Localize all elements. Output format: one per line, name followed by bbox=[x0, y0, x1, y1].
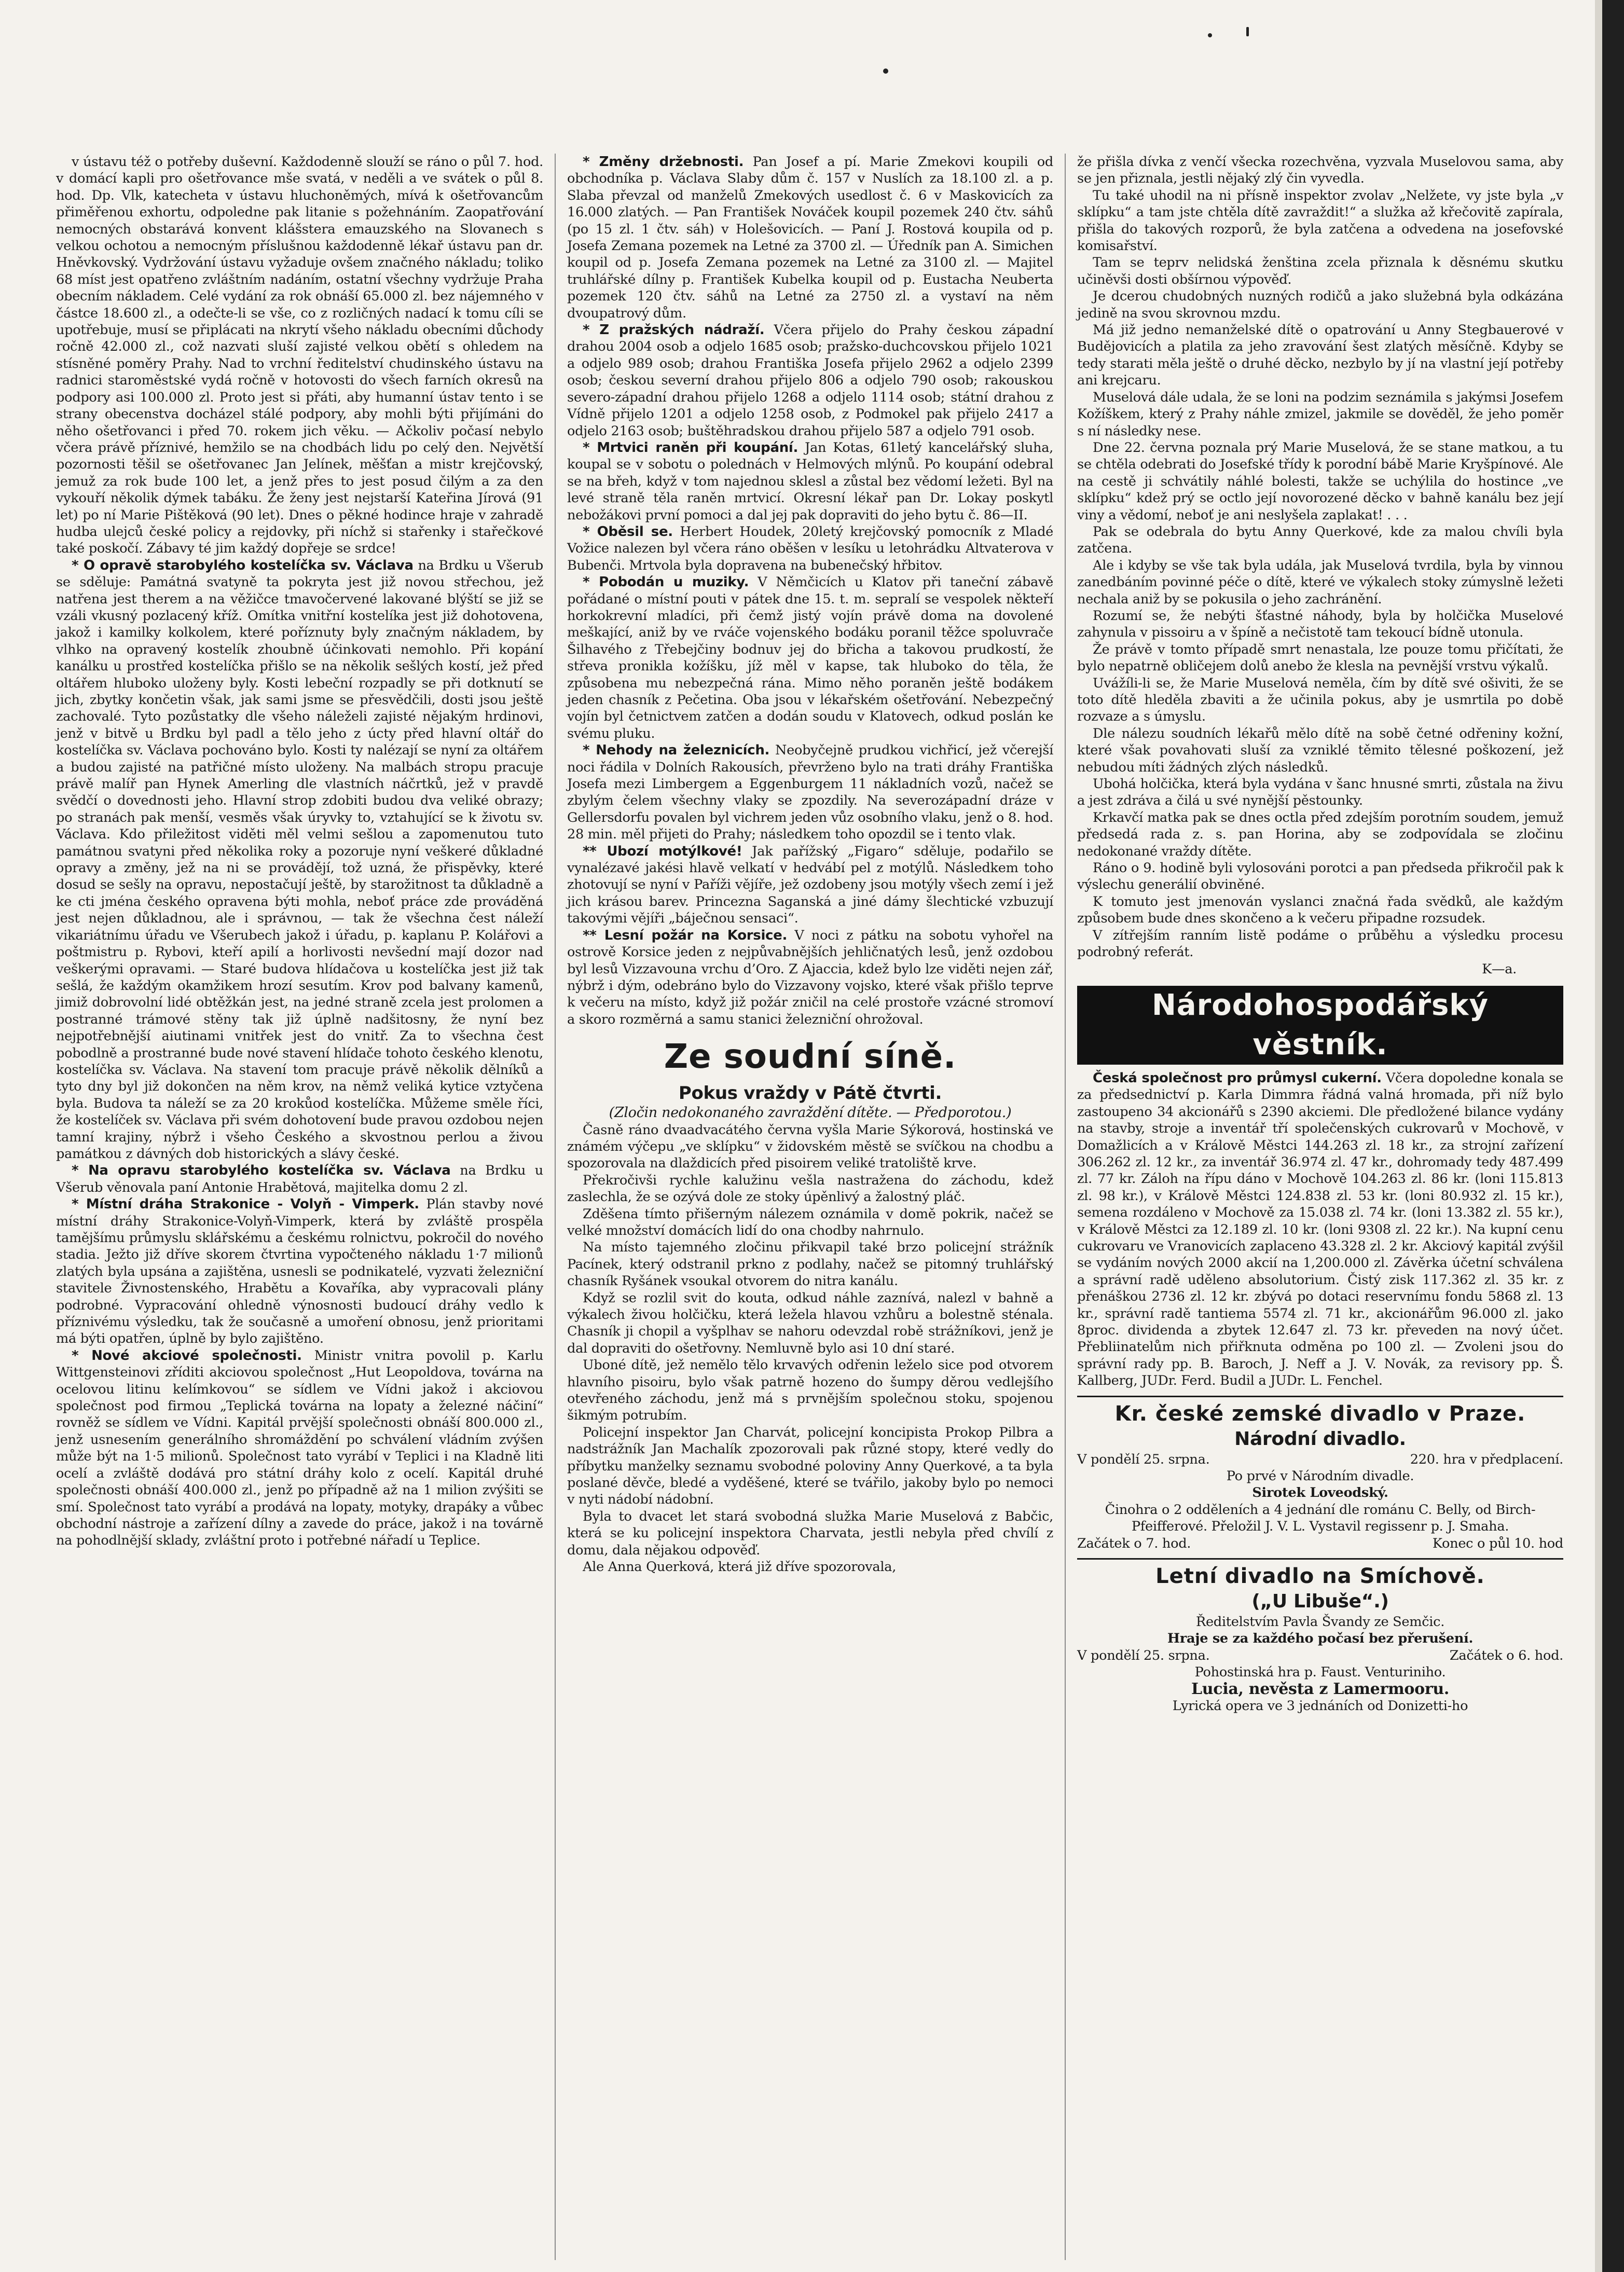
article-text: Krkavčí matka pak se dnes octla před zdejším porotním soudem, jemuž předsedá rada z. s. pan Horina, aby se zodpovídala se zločinu nedokonané vraždy dítěte. bbox=[1077, 809, 1563, 859]
column-left bbox=[45, 154, 555, 2260]
article-heading: ** Ubozí motýlkové! bbox=[583, 843, 742, 859]
section-title-wrap bbox=[1077, 977, 1563, 1070]
article-text: Má již jedno nemanželské dítě o opatrování u Anny Stegbauerové v Budějovicích a platila za jeho zravování šest zlatých měsíčně. Kdyby se tedy starati měla ještě o druhé děcko, nezbylo by jí na vlastní její potřeby ani krejcaru. bbox=[1077, 322, 1563, 389]
article-text: na Brdku u Všerub se sděluje: Památná svatyně ta pokryta jest již novou střechou, jež natřena jest therem a na věžičce tmavočervené lakované blýští se již se vzáli vkusný pozlacený kříž. Omítka vnitřní kostelíka jest již dohotovena, jakož i kamilky kolkolem, které poříznuty byly značným nákladem, by vlhko na opravený kostelík zhoubně účinkovati nemohlo. Při kopání kanálku u prostřed kostelíčka přišlo se na několik sešlých kostí, jež před oltářem hluboko uloženy byly. Kosti lebeční rozpadly se při dotknutí se jich, zbytky končetin však, jak sami jsme se přesvědčili, dosti jsou ještě zachovalé. Tyto pozůstatky dle všeho náleželi zajisté nějakým hrdinovi, jenž v bitvě u Brdku byl padl a tělo jeho z úcty před hlavní oltář do kostelíčka sv. Václava pochováno bylo. Kosti ty nalézají se nyní za oltářem a budou zajisté na patřičné místo uloženy. Na malbách stropu pracuje právě malíř pan Hynek Amerling dle vlastních náčrtků, jež v pravdě svědčí o dovednosti jeho. Hlavní strop zdobiti budou dva veliké obrazy; po stranách pak menší, vesměs však úryvky to, vztahující se k životu sv. Václava. Kdo přiležitost viděti měl velmi sešlou a zapomenutou tuto památnou svatyni před několika roky a pozoruje nyní veškeré důkladné opravy a změny, jež na ni se provádějí, tož uzná, že přispěvky, které dosud se sešly na opravu, nepostačují ještě, by starožitnost ta důkladně a ke cti jména českého opravena býti mohla, neboť práce zde prováděná jest nejen důkladnou, ale i správnou, — tak že všechna čest náleží vikariátnímu úřadu ve Všerubech jakož i úřadu, p. kaplanu P. Kolářovi a poštmistru p. Rybovi, kteří apilí a horlivosti nevšední mají dozor nad veškerými opravami. — Staré budova hlídačova u kostelíčka jest již tak sešlá, že každým okamžikem hrozí sesutím. Krov pod balvany kamenů, jimiž dobrovolní lidé obtěžkán jest, na jedné straně zcela jest prolomen a postranné trámové stěny tak již úplně nadšitosny, že nyní bez nejpotřebnější aiutinami vnitřek jest do vnitř. Za to všechna čest pobodlně a prostranné bude nové stavení hlídače tohoto českého klenotu, kostelíčka sv. Václava. Na stavení tom pracuje právě několik dělníků a tyto dny byl již dokončen na něm krov, na němž veliká kytice vztyčena byla. Budova ta náleží se za 20 krokůod kostelíčka. Můžeme směle říci, že kostelíček sv. Václava při svém dohotovení bude pravou ozdobou nejen tamní krajiny, nýbrž i všeho Českého a skvostnou perlou a živou památkou z dávných dob historických a slávy české. bbox=[56, 557, 543, 1162]
article-paragraph bbox=[1077, 608, 1563, 641]
theatre-info-row bbox=[1077, 1451, 1563, 1468]
article-text: že přišla dívka z venčí všecka rozechvěna, vyzvala Muselovou sama, aby se jen přiznala, jestli nějaký zlý čin vyvedla. bbox=[1077, 154, 1563, 187]
article-paragraph bbox=[56, 1162, 543, 1196]
section-title: Ze soudní síně. bbox=[664, 1038, 957, 1077]
article-heading: * Nehody na železnicích. bbox=[583, 742, 770, 759]
article-paragraph bbox=[1077, 1070, 1563, 1389]
article-columns bbox=[45, 154, 1575, 2260]
article-text: Na místo tajemného zločinu přikvapil také brzo policejní strážník Pacínek, který odstranil prkno z podlahy, načež se pitomný truhlářský chasník Ryšánek vsoukal otvorem do nitra kanálu. bbox=[567, 1240, 1053, 1289]
theatre-info: V pondělí 25. srpna. bbox=[1077, 1647, 1210, 1663]
article-text: Ale Anna Querková, která již dříve spozorovala, bbox=[583, 1559, 897, 1575]
article-heading: * Mrtvici raněn při koupání. bbox=[583, 439, 799, 456]
article-text: Zděšena tímto přišerným nálezem oznámila v domě pokrik, načež se velké množství domácích lidí do ona chodby nahrnulo. bbox=[567, 1206, 1053, 1238]
article-paragraph bbox=[1077, 809, 1563, 860]
article-text: Herbert Houdek, 20letý krejčovský pomocník z Mladé Vožice nalezen byl včera ráno oběšen v lesíku u letohrádku Altvaterova v Bubenči. Mrtvola byla dopravena na bubenečský hřbitov. bbox=[567, 524, 1053, 573]
article-paragraph bbox=[567, 742, 1053, 843]
article-paragraph bbox=[1077, 557, 1563, 608]
article-text: Jak pařížský „Figaro“ sděluje, podařilo se vynalézavé jakési hlavě velkatí v hedvábí pel z motýlů. Následkem toho zhotovují se nyní v Paříži vějíře, jež ozdobeny jsou motýly všech zemí i jež jich krásou barev. Princezna Saganská a jiné dámy šlechtické vzbuzují takovými vějíři „báječnou sensaci“. bbox=[567, 843, 1053, 927]
article-text: Plán stavby nové místní dráhy Strakonice-Volyň-Vimperk, která by zvláště prospěla tamějšímu průmyslu sklářskému a českému rolnictvu, pokročil do nového stadia. Ježto již dříve skorem čtvrtina vypočteného nákladu 1·7 milionů zlatých byla upsána a zajištěna, usnesli se podnikatelé, vyzvati železniční stavitele Živnostenského, Hrabětu a Kovaříka, aby vypracovali plány podrobné. Vypracování ohledně výnosnosti budoucí dráhy vedlo k příznivému výsledku, tak že současně a umoření obnosu, jenž prioritami má býti opatřen, úplně by bylo zajištěno. bbox=[56, 1196, 543, 1347]
article-paragraph bbox=[567, 1122, 1053, 1172]
article-paragraph bbox=[567, 1239, 1053, 1289]
theatre-info: Začátek o 6. hod. bbox=[1449, 1647, 1563, 1663]
theatre-listing bbox=[1077, 1396, 1563, 1552]
article-text: Pak se odebrala do bytu Anny Querkové, kde za malou chvíli byla zatčena. bbox=[1077, 524, 1563, 557]
article-text: K tomuto jest jmenován vyslanci značná řada svědků, ale každým způsobem bude dnes skončeno a k večeru připadne rozsudek. bbox=[1077, 893, 1563, 927]
article-text: Uvážíli-li se, že Marie Muselová neměla, čím by dítě své ošiviti, že se toto dítě hleděla zbaviti a že učinila pokus, aby je usmrtila po době rozvaze a s úmyslu. bbox=[1077, 675, 1563, 725]
theatre-info-row bbox=[1077, 1647, 1563, 1664]
article-paragraph bbox=[1077, 524, 1563, 557]
article-text: Je dcerou chudobných nuzných rodičů a jako služebná byla odkázána jedině na svou skrovnou mzdu. bbox=[1077, 288, 1563, 321]
article-paragraph bbox=[567, 524, 1053, 574]
article-text: Překročivši rychle kalužinu vešla nastražena do záchodu, kdež zaslechla, že se ozývá dole ze stoky úpěnlivý a žalostný pláč. bbox=[567, 1172, 1053, 1205]
article-text: Neobyčejně prudkou vichřicí, jež včerejší noci řádila v Dolních Rakousích, převrženo bylo na trati dráhy Františka Josefa mezi Limbergem a Eggenburgem 11 nákladních vozů, načež se zbylým čelem všechny vlaky se zpozdily. Na severozápadní dráze v Gellersdorfu povalen byl vichrem jeden vůz osobního vlaku, jenž o 8. hod. 28 min. měl přijeti do Prahy; následkem toho opozdil se i tento vlak. bbox=[567, 742, 1053, 843]
article-paragraph bbox=[567, 1172, 1053, 1206]
article-paragraph bbox=[1077, 725, 1563, 776]
article-paragraph bbox=[1077, 187, 1563, 255]
article-paragraph bbox=[567, 927, 1053, 1028]
article-paragraph bbox=[567, 1206, 1053, 1240]
article-text: Ráno o 9. hodině byli vylosováni porotci a pan předseda přikročil pak k výslechu generálií obviněné. bbox=[1077, 860, 1563, 893]
theatre-info-row bbox=[1077, 1535, 1563, 1552]
article-heading: * Z pražských nádraží. bbox=[583, 322, 765, 338]
article-text: Jan Kotas, 61letý kancelářský sluha, koupal se v sobotu o polednách v Helmových mlýnů. Po koupání odebral se na břeh, když v tom najednou sklesl a zůstal bez vědomí ležeti. Byl na levé straně těla raněn mrtvicí. Okresní lékař pan Dr. Lokay poskytl nebožákovi první pomoci a dal jej pak dopraviti do jeho bytu č. 86—II. bbox=[567, 439, 1053, 523]
article-paragraph bbox=[567, 154, 1053, 322]
article-text: Ministr vnitra povolil p. Karlu Wittgensteinovi zříditi akciovou společnost „Hut Leopoldova, továrna na ocelovou litinu kelímkovou“ se sídlem ve Vídni jakož i akciovou společnost pod firmou „Teplická továrna na lopaty a železné náčiní“ rovněž se sídlem ve Vídni. Kapitál prvější společnosti obnáší 800.000 zl., jenž usnesením generálního shromáždění po schválení vládním zvýšen může být na 1·5 milionů. Společnost tato vyrábí v Teplici i na Kladně liti ocelí a zvláště dodává pro státní dráhy kolo z ocelí. Kapitál druhé společnosti obnáší 400.000 zl., jenž po případně až na 1 milion zvýšiti se smí. Společnost tato vyrábí a prodává na lopaty, motyky, drapáky a vůbec obchodní nástroje a zařízení dílny a zavede do práce, jakož i na továrně na pohodlnější sklady, zvláštní proto i potřebné nářadí u Teplice. bbox=[56, 1347, 543, 1549]
article-text: V Němčicích u Klatov při taneční zábavě pořádané o místní pouti v pátek dne 15. t. m. sepralí se vespolek někteří horkokrevní mladíci, při čemž jistý vojín právě doma na dovolené meškající, aniž by ve rváče vojenského bodáku poranil těžce spoluvrače Šilhavého z Třebejčiny bodnuv jej do břicha a takovou prudkostí, že střeva pronikla kožíšku, jíž měl v kapse, tak hluboko do těla, že způsobena mu nebezpečná rána. Mimo něho poraněn ještě bodákem jeden chasník z Pečetina. Oba jsou v lékařském ošetřování. Nebezpečný vojín byl četnictvem zatčen a dodán soudu v Klatovech, odkud poslán ke svému pluku. bbox=[567, 574, 1054, 741]
theatre-info: V pondělí 25. srpna. bbox=[1077, 1451, 1210, 1467]
article-text: V noci z pátku na sobotu vyhořel na ostrově Korsice jeden z nejpůvabnějších jehličnatých lesů, jenž ozdobou byl lesů Vizzavouna vrchu d’Oro. Z Ajaccia, kdež bylo lze viděti nejen zář, nýbrž i dým, odebráno bylo do Vizzavony vojsko, které však přišlo teprve k večeru na místo, když již požár zničil na celé prostoře vzácné stromoví a skoro rozměrná a samu stanici železniční ohrožoval. bbox=[567, 927, 1053, 1027]
article-text: Když se rozlil svit do kouta, odkud náhle zaznívá, nalezl v bahně a výkalech živou holčičku, která ležela hlavou vzhůru a bolestně sténala. Chasník ji chopil a vyšplhav se nahoru odevzdal robě strážníkovi, jenž je dal dopraviti do ošetřovny. Nemluvně bylo asi 10 dní staré. bbox=[567, 1290, 1053, 1356]
article-text: v ústavu též o potřeby duševní. Každodenně slouží se ráno o půl 7. hod. v domácí kapli pro ošetřovance mše svatá, v neděli a ve svátek o půl 8. hod. Dp. Vlk, katecheta v ústavu hluchoněmých, mívá k ošetřovancům přiměřenou exhortu, odpoledne pak litanie s požehnáním. Zaopatřování nemocných obstarává konvent klášstera emauzského na Slovanech s velkou ochotou a nemocným příslušnou každodenně lékař ústavu pan dr. Hněvkovský. Vydržování ústavu vyžaduje ovšem značného nákladu; toliko 68 míst jest opatřeno zvláštním nadáním, ostatní všechny vydržuje Praha obecním nákladem. Celé vydání za rok obnáší 65.000 zl. bez nájemného v částce 18.600 zl., a odečte-li se vše, co z rozličných nadací k tomu cíli se upotřebuje, musí se připlácati na nkrytí všeho nákladu obecními důchody ročně 42.000 zl., což nazvati sluší zajisté velkou obětí s ohledem na stísněné poměry Prahy. Nad to vrchní ředitelství chudinského ústavu na radnici staroměstské vydá ročně v hotovosti do všech farních okresů na podpory asi 100.000 zl. Proto jest si přáti, aby humanní ústav tento i se strany obecenstva docházel stálé podpory, aby mohli býti přijímáni do něho ošetřovanci i před 70. rokem jich věku. — Ačkoliv počasí nebylo včera právě příznivé, hemžilo se na chodbách lidu po celý den. Největší pozornosti těšil se ošetřovanec Jan Jelínek, měšťan a mistr krejčovský, jemuž za rok bude 100 let, a jenž přes to jest posud čilým a za den vykouří několik dýmek tabáku. Že ženy jest nejstarší Kateřina Jírová (91 let) po ní Marie Pištěková (90 let). Dnes o pěkné hodince hraje v zahradě hudba ulejců české policy a rejdovky, při níchž si stařenky i stařečkové také poskočí. Zábavy té jim každý dopřeje se srdce! bbox=[56, 154, 543, 557]
article-text: Byla to dvacet let stará svobodná služka Marie Muselová z Babčic, která se ku policejní inspektora Charvata, jestli nebyla před chvílí z domu, dala nějakou odpověď. bbox=[567, 1508, 1053, 1558]
article-text: Dle nálezu soudních lékařů mělo dítě na sobě četné odřeniny kožní, které však povahovati sluší za vzniklé těmito tělesné poškození, jež nebudou míti žádných zlých následků. bbox=[1077, 725, 1563, 775]
article-text: Muselová dále udala, že se loni na podzim seznámila s jakýmsi Josefem Kožíškem, který z Prahy náhle zmizel, jakmile se dověděl, že jeho poměr s ní následky nese. bbox=[1077, 389, 1563, 439]
scan-speck bbox=[1246, 27, 1249, 36]
column-right bbox=[1065, 154, 1575, 2260]
article-text: Rozumí se, že nebýti šťastné náhody, byla by holčička Muselové zahynula v pissoiru a v špíně a nečistotě tam tekoucí bídně utonula. bbox=[1077, 608, 1563, 641]
article-text: Tu také uhodil na ni přísně inspektor zvolav „Nelžete, vy jste byla „v sklípku“ a tam jste chtěla dítě zavraždit!“ a služka až křečovitě zapírala, přišla do takových rozporů, že byla zatčena a odvedena na josefovské komisařství. bbox=[1077, 187, 1563, 254]
article-paragraph bbox=[567, 1508, 1053, 1559]
article-paragraph bbox=[1077, 776, 1563, 809]
article-paragraph bbox=[1077, 927, 1563, 961]
article-text: Ubohá holčička, která byla vydána v šanc hnusné smrti, zůstala na živu a jest zdráva a čilá u své nynější pěstounky. bbox=[1077, 776, 1563, 809]
article-paragraph bbox=[1077, 641, 1563, 675]
article-heading: * Nové akciové společnosti. bbox=[72, 1347, 302, 1364]
section-title: Národohospodářský věstník. bbox=[1077, 986, 1563, 1065]
article-paragraph bbox=[1077, 439, 1563, 524]
article-paragraph bbox=[56, 1196, 543, 1347]
article-paragraph bbox=[567, 1559, 1053, 1575]
article-text: Včera dopoledne konala se za předsednictví p. Karla Dimmra řádná valná hromada, při níž bylo zastoupeno 34 akcionářů s 2390 akciemi. Dle předložené bilance vydány na stavby, stroje a inventář tří společenských cukrovarů v Mochově, v Domažlicích a v Králově Městci 144.263 zl. 18 kr., za strojní zařízení 306.262 zl. 12 kr., za inventář 36.974 zl. 47 kr., dohromady tedy 487.499 zl. 77 kr. Záloh na řípu dáno v Mochově 104.263 zl. 86 kr. (loni 115.813 zl. 98 kr.), v Králově Městci 124.838 zl. 53 kr. (loni 80.932 zl. 15 kr.), semena rozdáleno v Mochově za 15.038 zl. 74 kr. (loni 13.382 zl. 55 kr.), v Králově Městci za 12.189 zl. 10 kr. (loni 9308 zl. 22 kr.). Na kupní cenu cukrovaru ve Vranovicích zaplaceno 43.328 zl. 2 kr. Akciový kapitál zvýšil se vydáním nových 2000 akcií na 1,200.000 zl. Závěrka účetní schválena a správní radě uděleno absolutorium. Čistý zisk 117.362 zl. 35 kr. z přenáškou 2736 zl. 12 kr. zbývá po dotaci reservnímu fondu 5868 zl. 13 kr., správní radě tantiema 5574 zl. 71 kr., akcionářům 96.000 zl. jako 8proc. dividenda a zbytek 12.647 zl. 73 kr. převeden na nový účet. Přebliinatelům nich přiřknuta odměna po 100 zl. — Zvoleni jsou do správní rady pp. B. Baroch, J. Neff a J. V. Novák, za revisory pp. Š. Kallberg, JUDr. Ferd. Budil a JUDr. L. Fenchel. bbox=[1077, 1070, 1563, 1389]
theatre-line: Pohostinská hra p. Faust. Venturiniho. bbox=[1194, 1664, 1446, 1681]
scan-speck bbox=[883, 68, 888, 74]
article-paragraph bbox=[567, 574, 1053, 742]
article-paragraph bbox=[567, 439, 1053, 524]
theatre-line: Lucia, nevěsta z Lamermooru. bbox=[1191, 1679, 1449, 1698]
article-heading: * Na opravu starobylého kostelíčka sv. Václava bbox=[72, 1163, 451, 1179]
article-paragraph bbox=[567, 322, 1053, 439]
article-text: Časně ráno dvaadvacátého června vyšla Marie Sýkorová, hostinská ve známém výčepu „ve sklípku“ v židovském městě se svíčkou na chodbu a spozorovala na dlaždicích před pisoirem veliké tratoliště krve. bbox=[567, 1122, 1053, 1172]
theatre-name: Letní divadlo na Smíchově. bbox=[1155, 1564, 1485, 1589]
article-paragraph bbox=[1077, 675, 1563, 725]
theatre-line: Sirotek Loveodský. bbox=[1252, 1485, 1388, 1501]
theatre-line: Po prvé v Národním divadle. bbox=[1226, 1468, 1414, 1484]
theatre-subtitle: („U Libuše“.) bbox=[1251, 1591, 1389, 1613]
article-paragraph bbox=[567, 1290, 1053, 1357]
article-text: Že právě v tomto případě smrt nenastala, lze pouze tomu přičítati, že bylo nepatrně obličejem dolů anebo že klesla na pevnější vrstvu výkalů. bbox=[1077, 641, 1563, 674]
scan-dark-edge bbox=[1602, 0, 1624, 2272]
article-heading: * Pobodán u muziky. bbox=[583, 574, 749, 590]
article-paragraph bbox=[567, 843, 1053, 927]
article-text: V zítřejším ranním listě podáme o průběhu a výsledku procesu podrobný referát. bbox=[1077, 927, 1563, 960]
article-text: Ale i kdyby se vše tak byla udála, jak Muselová tvrdila, byla by vinnou zanedbáním povinné péče o dítě, které ve výkalech stoky zúmyslně ležeti nechala aniž by se pokusila o jeho zachránění. bbox=[1077, 557, 1563, 607]
article-heading: * Místní dráha Strakonice - Volyň - Vimperk. bbox=[72, 1196, 419, 1213]
article-paragraph bbox=[567, 1424, 1053, 1508]
article-paragraph bbox=[1077, 860, 1563, 893]
author-signoff: K—a. bbox=[1482, 961, 1517, 977]
article-text: Policejní inspektor Jan Charvát, policejní koncipista Prokop Pilbra a nadstrážník Jan Machalík zpozorovali pak různé stopy, které vedly do příbytku manželky seznamu svobodné poloviny Anny Querkové, a ta byla poslané děvče, bledé a vyděšené, které se tvářilo, jakoby bylo po nemoci v nyti nádobí nádobní. bbox=[567, 1424, 1053, 1508]
theatre-line: Činohra o 2 odděleních a 4 jednání dle románu C. Belly, od Birch-Pfeifferové. Přeložil J. V. L. Vystavil regissenr p. J. Smaha. bbox=[1105, 1502, 1536, 1535]
article-paragraph bbox=[567, 1357, 1053, 1424]
scan-edge-strip bbox=[1595, 0, 1602, 2272]
scan-speck bbox=[1208, 33, 1212, 37]
article-subtitle: (Zločin nedokonaného zavraždění dítěte. — Předporotou.) bbox=[609, 1105, 1012, 1121]
article-heading: ** Lesní požár na Korsice. bbox=[583, 927, 788, 943]
article-paragraph bbox=[1077, 389, 1563, 439]
article-paragraph bbox=[1077, 288, 1563, 322]
article-heading: * Změny držebnosti. bbox=[583, 154, 744, 170]
theatre-info: Konec o půl 10. hod bbox=[1432, 1535, 1563, 1551]
theatre-line: Ředitelstvím Pavla Švandy ze Semčic. bbox=[1195, 1614, 1445, 1630]
column-middle bbox=[555, 154, 1065, 2260]
article-heading: * O opravě starobylého kostelíčka sv. Václava bbox=[72, 557, 414, 573]
article-paragraph bbox=[1077, 154, 1563, 187]
article-paragraph bbox=[1077, 254, 1563, 288]
article-paragraph bbox=[56, 154, 543, 557]
theatre-subtitle: Národní divadlo. bbox=[1234, 1428, 1406, 1450]
theatre-info: Začátek o 7. hod. bbox=[1077, 1535, 1191, 1551]
theatre-listing bbox=[1077, 1558, 1563, 1714]
article-text: Tam se teprv nelidská ženština zcela přiznala k děsnému skutku učiněvši dosti obšírnou výpověď. bbox=[1077, 255, 1563, 287]
article-paragraph bbox=[56, 557, 543, 1163]
article-paragraph bbox=[1077, 322, 1563, 389]
article-paragraph bbox=[56, 1347, 543, 1549]
article-text: Uboné dítě, jež nemělo tělo krvavých odřenin leželo sice pod otvorem hlavního pisoiru, bylo však patrně hozeno do šumpy děrou vedlejšího otevřeného záchodu, jenž má s prvnějším společnou stoku, spojenou šikmým potrubím. bbox=[567, 1357, 1053, 1424]
theatre-line: Lyrická opera ve 3 jednáních od Donizetti-ho bbox=[1172, 1698, 1468, 1714]
article-subhead: Pokus vraždy v Pátě čtvrti. bbox=[678, 1083, 942, 1104]
article-heading: Česká společnost pro průmysl cukerní. bbox=[1093, 1070, 1382, 1086]
article-text: Včera přijelo do Prahy českou západní drahou 2004 osob a odjelo 1685 osob; pražsko-duchcovskou přijelo 1021 a odjelo 989 osob; drahou Františka Josefa přijelo 2962 a odjelo 2399 osob; českou severní drahou přijelo 806 a odjelo 790 osob; rakouskou severo-západní drahou přijelo 1268 a odjelo 1114 osob; státní drahou z Vídně přijelo 1201 a odjelo 1258 osob, z Podmokel pak přijelo 2417 a odjelo 2163 osob; buštěhradskou drahou přijelo 587 a odjelo 791 osob. bbox=[567, 322, 1053, 439]
theatre-line: Hraje se za každého počasí bez přerušení. bbox=[1167, 1631, 1474, 1647]
article-text: Dne 22. června poznala prý Marie Muselová, že se stane matkou, a tu se chtěla odebrati do Josefské třídy k porodní bábě Marie Kryšpínové. Ale na cestě ji schvátily náhlé bolesti, takže se uchýlila do hostince „ve sklípku“ kdež prý se octlo její novorozené děcko v bahně kanálu bez její viny a vědomí, neboť je ani neslyšela zaplakat! . . . bbox=[1077, 439, 1563, 523]
theatre-name: Kr. české zemské divadlo v Praze. bbox=[1114, 1401, 1526, 1426]
article-paragraph bbox=[1077, 893, 1563, 927]
article-heading: * Oběsil se. bbox=[583, 524, 673, 540]
article-text: Pan Josef a pí. Marie Zmekovi koupili od obchodníka p. Václava Slaby dům č. 157 v Nuslích za 18.100 zl. a p. Slaba převzal od manželů Zmekových usedlost č. 6 v Maskovicích za 16.000 zlatých. — Pan František Nováček koupil pozemek 240 čtv. sáhů (po 15 zl. 1 čtv. sáh) v Holešovicích. — Paní J. Rostová koupila od p. Josefa Zemana pozemek na Letné za 3700 zl. — Úředník pan A. Simichen koupil od p. Josefa Zemana pozemek na Letné za 3100 zl. — Majitel truhlářské dílny p. František Kubelka koupil od p. Eustacha Neuberta pozemek 120 čtv. sáhů na Letné za 2750 zl. a vystaví na něm dvoupatrový dům. bbox=[567, 154, 1053, 321]
article-text: na Brdku u Všerub věnovala paní Antonie Hrabětová, majitelka domu 2 zl. bbox=[56, 1163, 543, 1195]
theatre-info: 220. hra v předplacení. bbox=[1410, 1451, 1563, 1467]
